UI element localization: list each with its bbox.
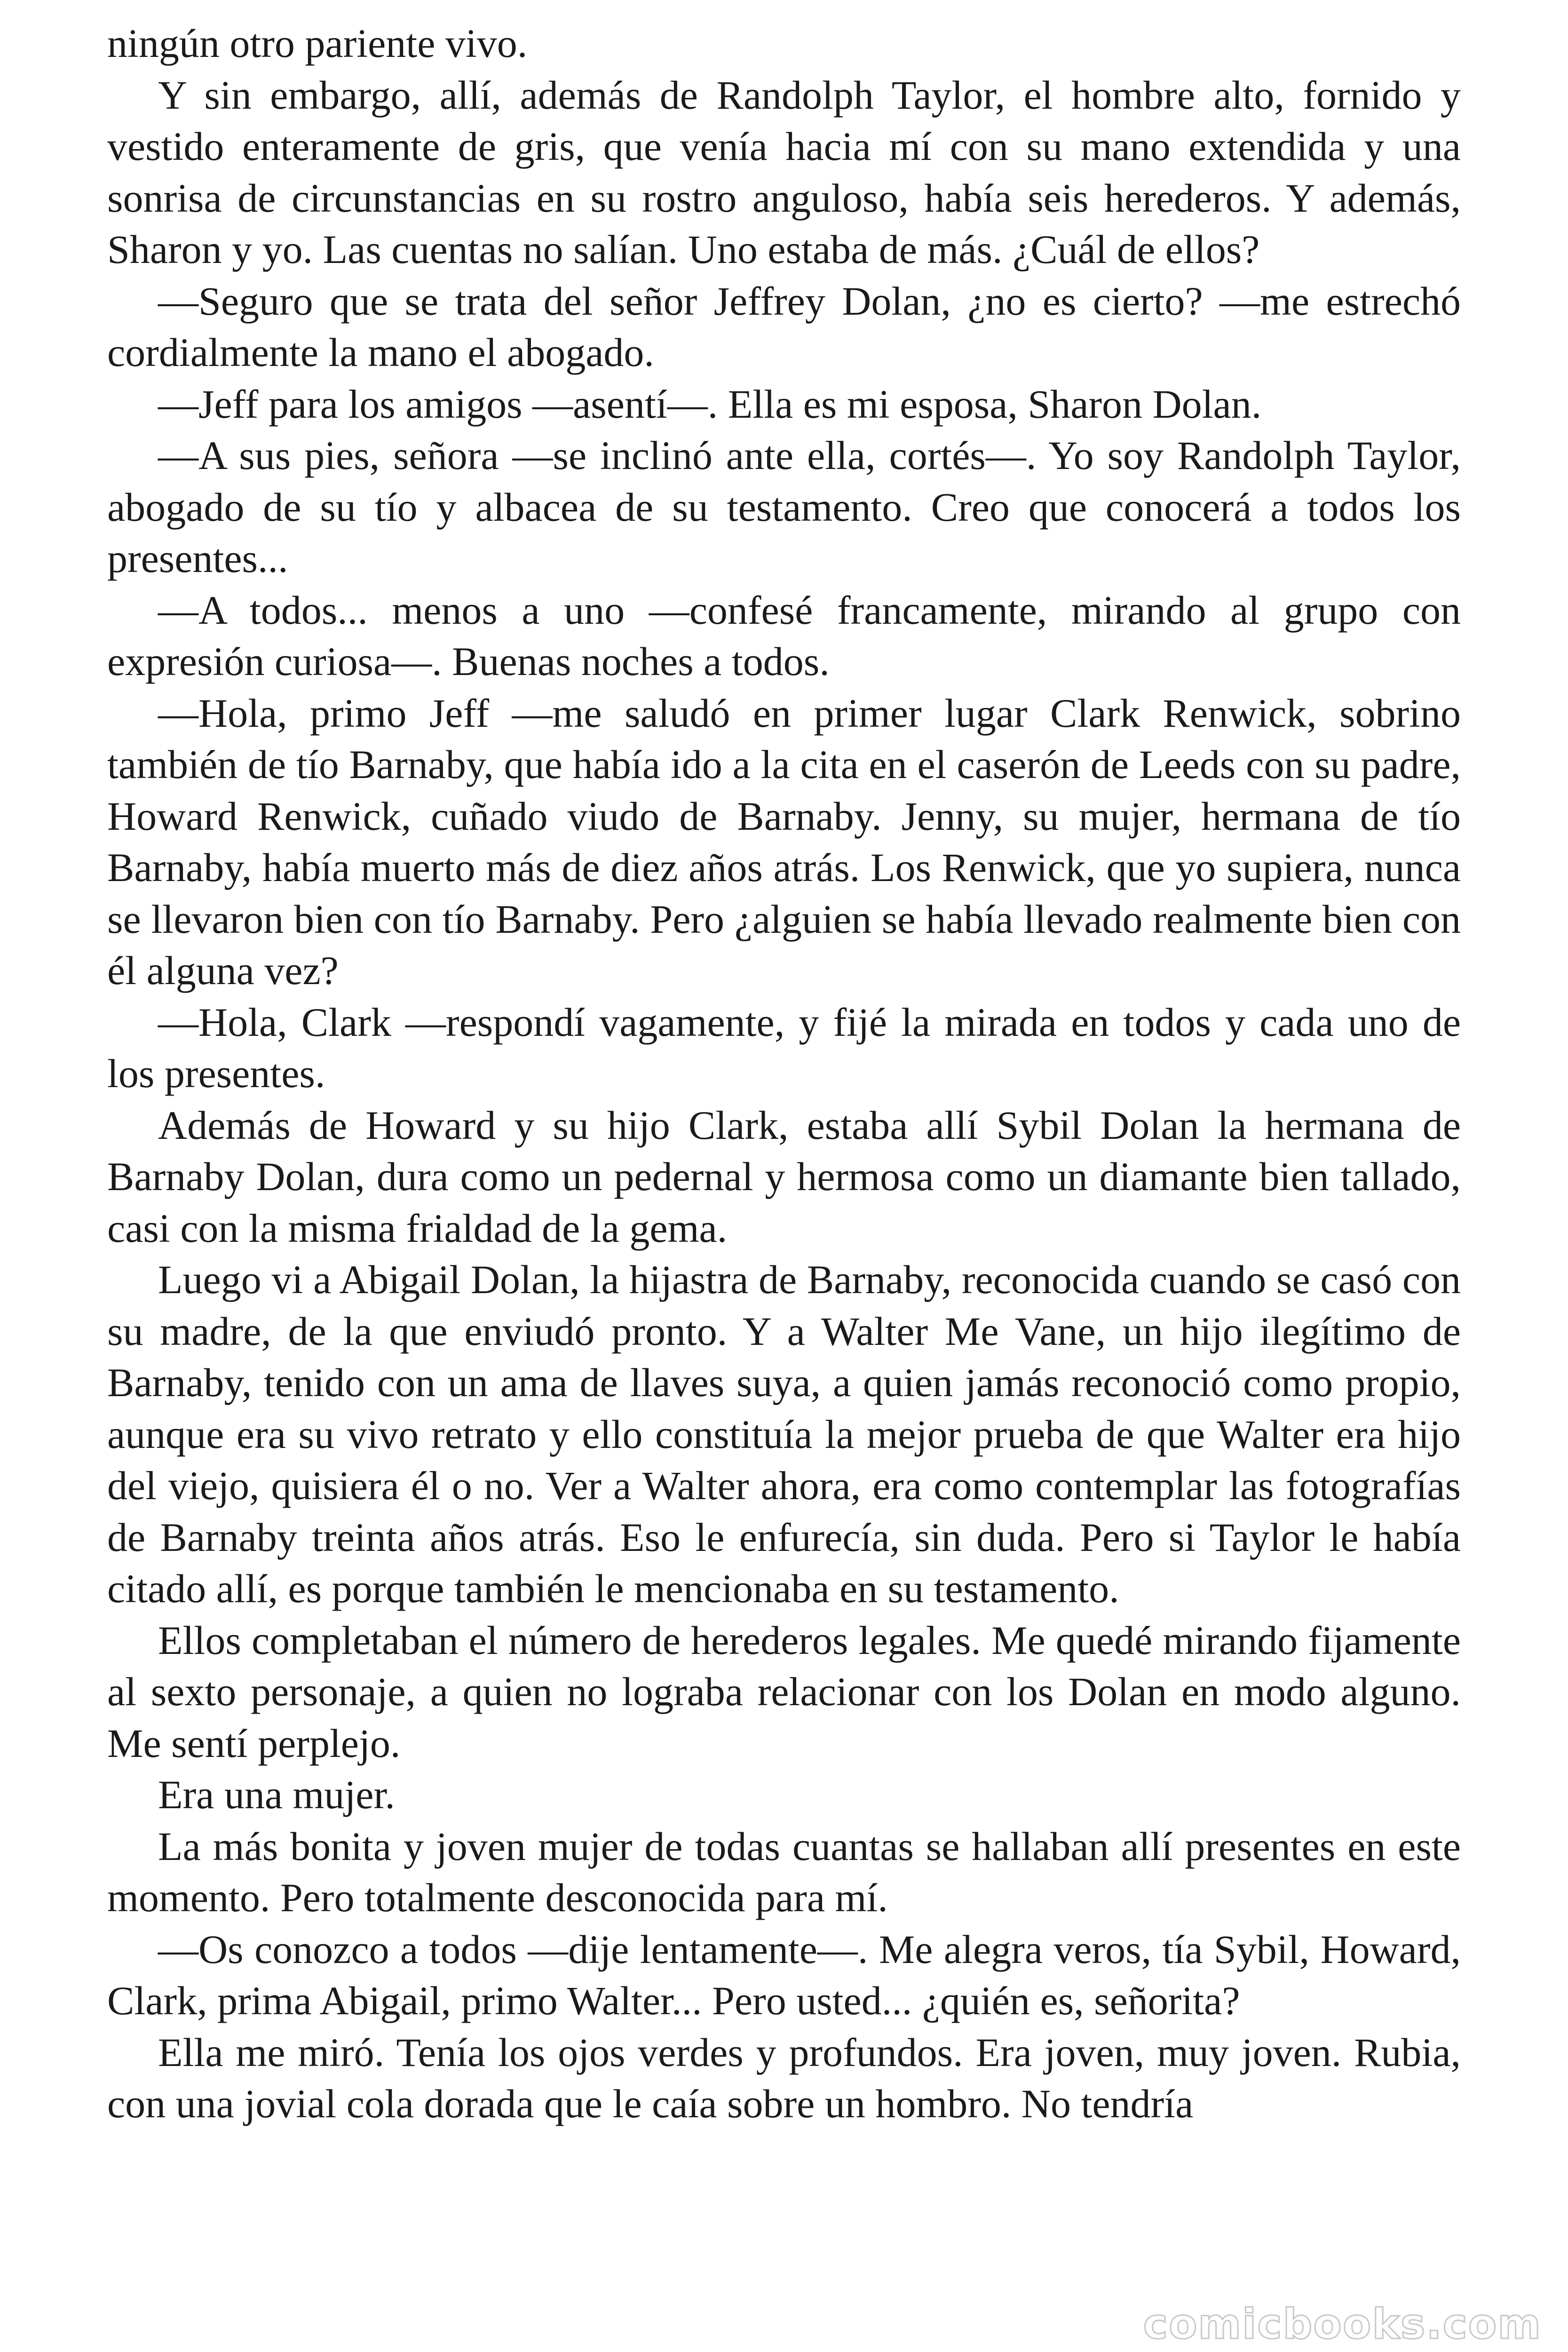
- paragraph: —Hola, primo Jeff —me saludó en primer lugar Clark Renwick, sobrino también de tío Barnaby, que había ido a la cita en el caserón de Leeds con su padre, Howard Renwick, cuñado viudo de Barnaby. Jenny, su mujer, hermana de tío Barnaby, había muerto más de diez años atrás. Los Renwick, que yo supiera, nunca se llevaron bien con tío Barnaby. Pero ¿alguien se había llevado realmente bien con él alguna vez?: [107, 690, 1461, 993]
- paragraph: ningún otro pariente vivo.: [107, 21, 528, 66]
- paragraph: —Seguro que se trata del señor Jeffrey Dolan, ¿no es cierto? —me estrechó cordialmente la mano el abogado.: [107, 278, 1461, 375]
- paragraph: Luego vi a Abigail Dolan, la hijastra de Barnaby, reconocida cuando se casó con su madre, de la que enviudó pronto. Y a Walter Me Vane, un hijo ilegítimo de Barnaby, tenido con un ama de llaves suya, a quien jamás reconoció como propio, aunque era su vivo retrato y ello constituía la mejor prueba de que Walter era hijo del viejo, quisiera él o no. Ver a Walter ahora, era como contemplar las fotografías de Barnaby treinta años atrás. Eso le enfurecía, sin duda. Pero si Taylor le había citado allí, es porque también le mencionaba en su testamento.: [107, 1257, 1461, 1611]
- page-text: [107, 18, 1461, 2130]
- paragraph: Ella me miró. Tenía los ojos verdes y profundos. Era joven, muy joven. Rubia, con una jovial cola dorada que le caía sobre un hombro. No tendría: [107, 2029, 1461, 2126]
- paragraph: Ellos completaban el número de herederos legales. Me quedé mirando fijamente al sexto personaje, a quien no lograba relacionar con los Dolan en modo alguno. Me sentí perplejo.: [107, 1617, 1461, 1766]
- paragraph: —A todos... menos a uno —confesé francamente, mirando al grupo con expresión curiosa—. Buenas noches a todos.: [107, 587, 1461, 684]
- paragraph: —Os conozco a todos —dije lentamente—. Me alegra veros, tía Sybil, Howard, Clark, prima Abigail, primo Walter... Pero usted... ¿quién es, señorita?: [107, 1926, 1461, 2023]
- paragraph: La más bonita y joven mujer de todas cuantas se hallaban allí presentes en este momento. Pero totalmente desconocida para mí.: [107, 1823, 1461, 1920]
- paragraph: Era una mujer.: [158, 1772, 395, 1817]
- paragraph: Y sin embargo, allí, además de Randolph Taylor, el hombre alto, fornido y vestido enteramente de gris, que venía hacia mí con su mano extendida y una sonrisa de circunstancias en su rostro anguloso, había seis herederos. Y además, Sharon y yo. Las cuentas no salían. Uno estaba de más. ¿Cuál de ellos?: [107, 72, 1461, 272]
- watermark: comicbooks.com: [1143, 2300, 1542, 2348]
- paragraph: Además de Howard y su hijo Clark, estaba allí Sybil Dolan la hermana de Barnaby Dolan, dura como un pedernal y hermosa como un diamante bien tallado, casi con la misma frialdad de la gema.: [107, 1102, 1461, 1251]
- paragraph: —A sus pies, señora —se inclinó ante ella, cortés—. Yo soy Randolph Taylor, abogado de su tío y albacea de su testamento. Creo que conocerá a todos los presentes...: [107, 433, 1461, 581]
- paragraph: —Jeff para los amigos —asentí—. Ella es mi esposa, Sharon Dolan.: [158, 381, 1262, 427]
- paragraph: —Hola, Clark —respondí vagamente, y fijé la mirada en todos y cada uno de los presentes.: [107, 999, 1461, 1096]
